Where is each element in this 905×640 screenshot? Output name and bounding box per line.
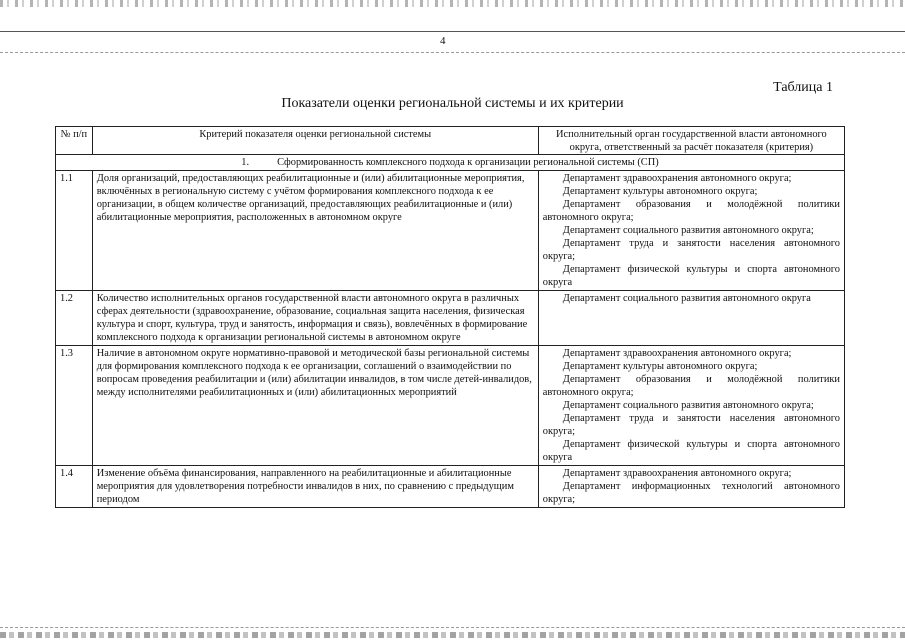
organ-item: Департамент образования и молодёжной политики автономного округа; — [542, 374, 840, 398]
table-row — [56, 346, 845, 466]
section-row — [56, 155, 845, 171]
criteria-table — [55, 126, 845, 508]
row-criterion: Количество исполнительных органов государственной власти автономного округа в различных сферах деятельности (здравоохранение, образование, социальная защита населения, физическая культура и спорт, культура, труд и занятость, информация и связь), вовлечённых в формирование комплексного подхода к организации региональной системы в автономном округе — [92, 291, 538, 346]
organ-item: Департамент социального развития автономного округа — [562, 293, 811, 304]
row-organs — [538, 291, 844, 346]
header-criterion: Критерий показателя оценки региональной системы — [92, 127, 538, 155]
organ-item: Департамент культуры автономного округа; — [562, 361, 758, 372]
header-organ: Исполнительный орган государственной власти автономного округа, ответственный за расчёт показателя (критерия) — [538, 127, 844, 155]
row-number: 1.1 — [56, 171, 93, 291]
organ-item: Департамент здравоохранения автономного округа; — [562, 173, 792, 184]
section-heading — [56, 155, 845, 171]
organ-item: Департамент социального развития автономного округа; — [562, 225, 814, 236]
table-header-row — [56, 127, 845, 155]
footer-rule — [0, 627, 905, 628]
header-rule — [0, 31, 905, 32]
table-row — [56, 291, 845, 346]
header-rule-dashed — [0, 52, 905, 53]
organ-item: Департамент информационных технологий автономного округа; — [542, 481, 840, 505]
organ-item: Департамент физической культуры и спорта автономного округа — [542, 439, 840, 463]
row-number: 1.3 — [56, 346, 93, 466]
row-criterion: Доля организаций, предоставляющих реабилитационные и (или) абилитационные мероприятия, включённых в региональную систему с учётом формирования комплексного подхода к ее организации, в общем количестве организаций, предоставляющих реабилитационные и (или) абилитационные мероприятия, расположенных в автономном округе — [92, 171, 538, 291]
row-number: 1.2 — [56, 291, 93, 346]
organ-item: Департамент социального развития автономного округа; — [562, 400, 814, 411]
scan-edge-bottom — [0, 632, 905, 638]
row-organs — [538, 346, 844, 466]
row-number: 1.4 — [56, 466, 93, 508]
section-number: 1. — [241, 157, 250, 168]
document-title: Показатели оценки региональной системы и их критерии — [281, 96, 624, 111]
section-title: Сформированность комплексного подхода к организации региональной системы (СП) — [277, 157, 659, 168]
organ-item: Департамент здравоохранения автономного округа; — [562, 468, 792, 479]
organ-item: Департамент физической культуры и спорта автономного округа — [542, 264, 840, 288]
organ-item: Департамент труда и занятости населения автономного округа; — [542, 238, 840, 262]
table-label: Таблица 1 — [773, 80, 833, 95]
header-num: № п/п — [56, 127, 93, 155]
row-criterion: Наличие в автономном округе нормативно-правовой и методической базы региональной системы для формирования комплексного подхода к ее организации, соглашений о взаимодействии по вопросам проведения реабилитации и (или) абилитации инвалидов, в том числе детей-инвалидов, между исполнителями реабилитационных и (или) абилитационных мероприятий — [92, 346, 538, 466]
row-criterion: Изменение объёма финансирования, направленного на реабилитационные и абилитационные мероприятия для удовлетворения потребности инвалидов в них, по сравнению с предыдущим периодом — [92, 466, 538, 508]
table-row — [56, 171, 845, 291]
row-organs — [538, 171, 844, 291]
organ-item: Департамент образования и молодёжной политики автономного округа; — [542, 199, 840, 223]
table-row — [56, 466, 845, 508]
organ-item: Департамент культуры автономного округа; — [562, 186, 758, 197]
organ-item: Департамент здравоохранения автономного округа; — [562, 348, 792, 359]
organ-item: Департамент труда и занятости населения автономного округа; — [542, 413, 840, 437]
page-number: 4 — [440, 35, 446, 47]
row-organs — [538, 466, 844, 508]
scan-edge-top — [0, 0, 905, 7]
